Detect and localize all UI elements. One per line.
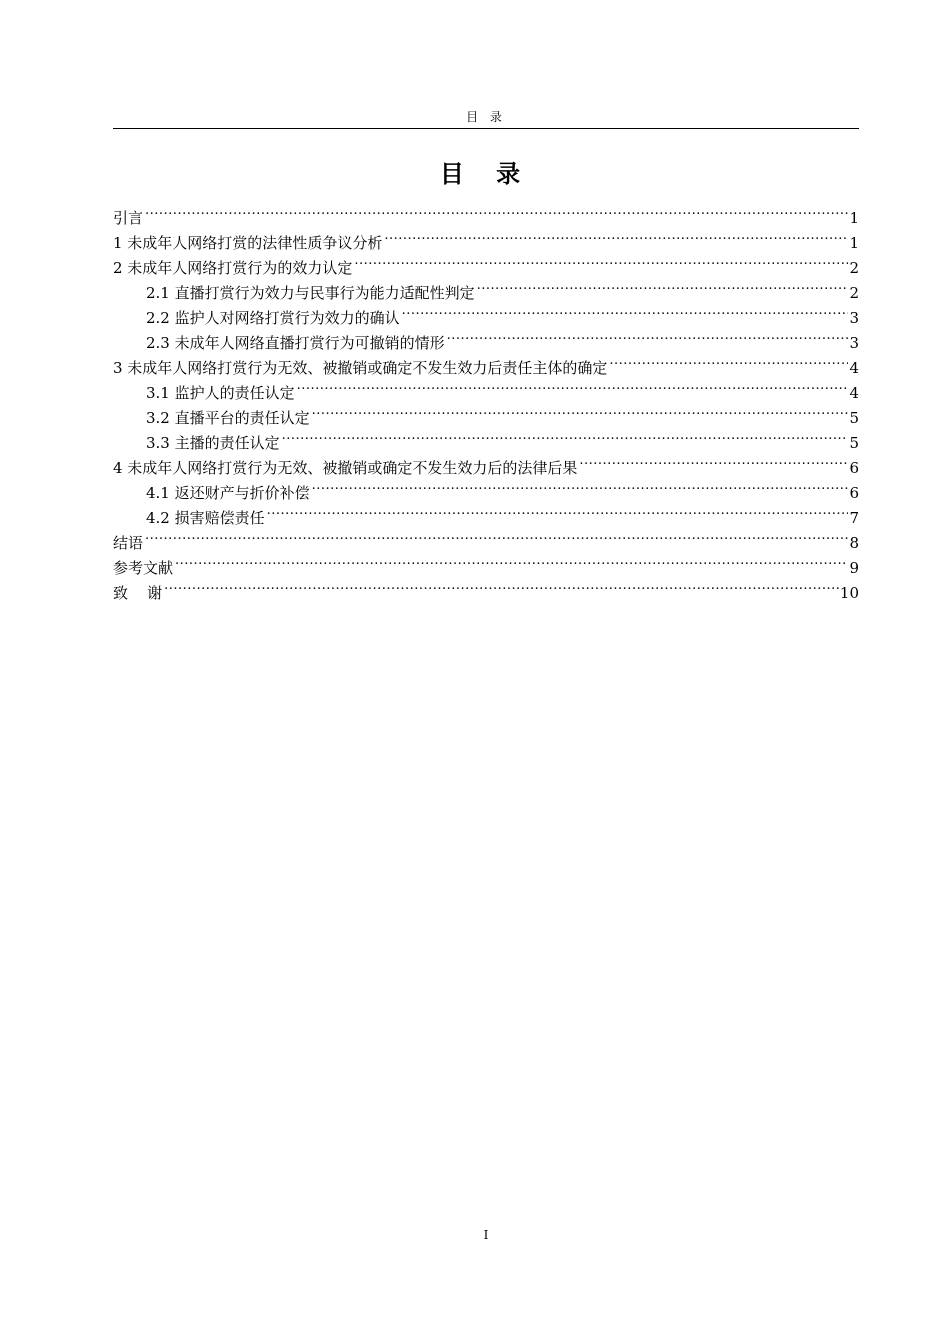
toc-dot-leader xyxy=(384,223,848,248)
toc-entry-conclusion[interactable] xyxy=(113,523,859,552)
toc-dot-leader xyxy=(175,548,848,573)
toc-entry-page: 4 xyxy=(849,384,859,402)
toc-dot-leader xyxy=(477,273,849,298)
toc-entry-page: 6 xyxy=(849,484,859,502)
toc-entry-text: 3 未成年人网络打赏行为无效、被撤销或确定不发生效力后责任主体的确定 xyxy=(113,359,608,377)
toc-entry-text: 4.1 返还财产与折价补偿 xyxy=(146,484,310,502)
toc-entry-page: 10 xyxy=(839,584,859,602)
toc-entry-page: 2 xyxy=(849,259,859,277)
toc-entry-page: 1 xyxy=(849,234,859,252)
toc-entry-references[interactable] xyxy=(113,548,859,577)
running-header: 目 录 xyxy=(466,110,506,124)
toc-entry-text: 4 未成年人网络打赏行为无效、被撤销或确定不发生效力后的法律后果 xyxy=(113,459,578,477)
toc-entry-text: 参考文献 xyxy=(113,559,174,577)
toc-entry-text: 2.3 未成年人网络直播打赏行为可撤销的情形 xyxy=(146,334,445,352)
page-number: I xyxy=(483,1228,489,1242)
toc-dot-leader xyxy=(267,498,849,523)
toc-entry-text: 2.2 监护人对网络打赏行为效力的确认 xyxy=(146,309,400,327)
toc-entry-intro[interactable] xyxy=(113,198,859,227)
toc-entry-page: 5 xyxy=(849,409,859,427)
toc-entry-text: 1 未成年人网络打赏的法律性质争议分析 xyxy=(113,234,383,252)
toc-dot-leader xyxy=(402,298,849,323)
header-rule xyxy=(113,128,859,129)
toc-dot-leader xyxy=(297,373,849,398)
toc-title: 目 录 xyxy=(439,160,533,188)
toc-entry-text: 引言 xyxy=(113,209,144,227)
toc-dot-leader xyxy=(447,323,849,348)
toc-entry-page: 2 xyxy=(849,284,859,302)
toc-dot-leader xyxy=(145,198,848,223)
toc-entry-text: 3.2 直播平台的责任认定 xyxy=(146,409,310,427)
toc-dot-leader xyxy=(312,473,849,498)
toc-entry-page: 7 xyxy=(849,509,859,527)
toc-dot-leader xyxy=(579,448,848,473)
toc-entry-text: 3.3 主播的责任认定 xyxy=(146,434,280,452)
toc-entry-acknowledgements[interactable] xyxy=(113,573,859,602)
toc-entry-text: 4.2 损害赔偿责任 xyxy=(146,509,265,527)
toc-entry-text: 致 谢 xyxy=(113,584,163,602)
toc-entry-1[interactable] xyxy=(113,223,859,252)
toc-entry-page: 9 xyxy=(849,559,859,577)
toc-entry-page: 5 xyxy=(849,434,859,452)
toc-dot-leader xyxy=(145,523,848,548)
toc-entry-page: 4 xyxy=(849,359,859,377)
toc-dot-leader xyxy=(609,348,848,373)
toc-dot-leader xyxy=(354,248,848,273)
toc-dot-leader xyxy=(312,398,849,423)
toc-entry-page: 3 xyxy=(849,334,859,352)
toc-entry-text: 3.1 监护人的责任认定 xyxy=(146,384,295,402)
toc-entry-page: 1 xyxy=(849,209,859,227)
toc-dot-leader xyxy=(282,423,849,448)
toc-entry-page: 3 xyxy=(849,309,859,327)
toc-entry-text: 2 未成年人网络打赏行为的效力认定 xyxy=(113,259,353,277)
toc-entry-text: 结语 xyxy=(113,534,144,552)
table-of-contents xyxy=(113,198,859,602)
toc-entry-text: 2.1 直播打赏行为效力与民事行为能力适配性判定 xyxy=(146,284,475,302)
toc-entry-page: 6 xyxy=(849,459,859,477)
toc-dot-leader xyxy=(164,573,839,598)
toc-entry-page: 8 xyxy=(849,534,859,552)
